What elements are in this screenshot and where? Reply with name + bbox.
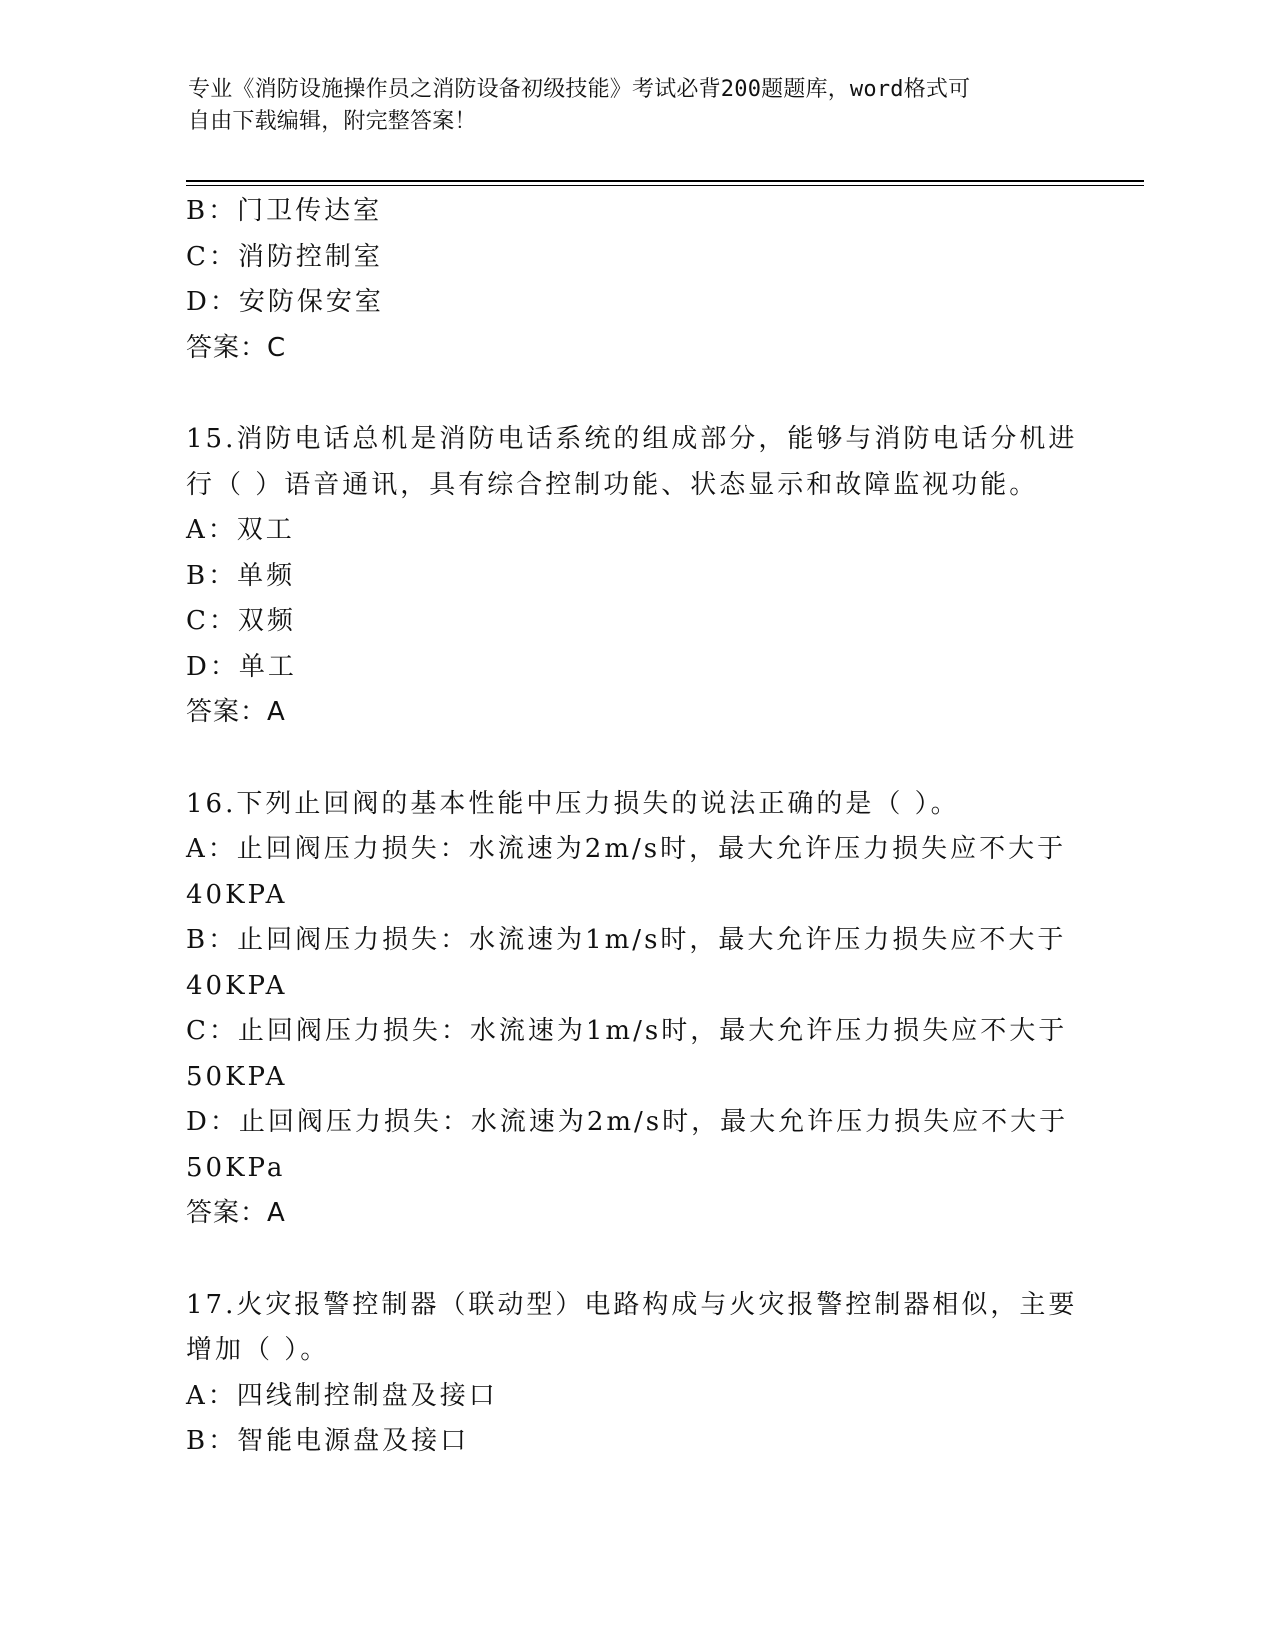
q14-option-d: D：安防保安室: [186, 287, 384, 317]
q17-option-a: A：四线制控制盘及接口: [186, 1380, 498, 1411]
header-divider-thick: [186, 180, 1144, 182]
q15-option-a: A：双工: [186, 515, 295, 545]
q16-option-b-line-2: 40KPA: [186, 970, 288, 1001]
q15-stem-line-2: 行（ ）语音通讯，具有综合控制功能、状态显示和故障监视功能。: [186, 469, 1039, 500]
q17-option-b: B：智能电源盘及接口: [186, 1426, 470, 1456]
header-divider-thin: [186, 185, 1144, 186]
q15-option-d: D：单工: [186, 651, 297, 682]
q14-answer: 答案：C: [186, 332, 287, 363]
question-content: [186, 189, 1086, 1465]
q14-option-b: B：门卫传达室: [186, 196, 383, 226]
q15-stem-line-1: 15.消防电话总机是消防电话系统的组成部分，能够与消防电话分机进: [186, 424, 1078, 454]
q16-stem: 16.下列止回阀的基本性能中压力损失的说法正确的是（ ）。: [186, 788, 960, 819]
q17-stem-line-1: 17.火灾报警控制器（联动型）电路构成与火灾报警控制器相似，主要: [186, 1289, 1078, 1320]
header-title-line-1: 专业《消防设施操作员之消防设备初级技能》考试必背200题题库，word格式可: [188, 77, 971, 102]
q16-option-a-line-2: 40KPA: [186, 879, 288, 910]
q14-option-c: C：消防控制室: [186, 241, 383, 272]
q16-option-b-line-1: B：止回阀压力损失：水流速为1m/s时，最大允许压力损失应不大于: [186, 925, 1067, 955]
q16-option-d-line-1: D：止回阀压力损失：水流速为2m/s时，最大允许压力损失应不大于: [186, 1107, 1069, 1137]
q15-answer: 答案：A: [186, 697, 286, 727]
q15-option-b: B：单频: [186, 560, 296, 591]
question-spacer: [186, 1237, 1086, 1283]
document-header: [188, 74, 1088, 138]
q16-option-c-line-2: 50KPA: [186, 1061, 288, 1092]
q16-option-a-line-1: A：止回阀压力损失：水流速为2m/s时，最大允许压力损失应不大于: [186, 834, 1067, 864]
header-title-line-2: 自由下载编辑，附完整答案！: [188, 109, 477, 134]
q16-option-c-line-1: C：止回阀压力损失：水流速为1m/s时，最大允许压力损失应不大于: [186, 1016, 1068, 1046]
question-16: [186, 782, 1086, 1237]
q16-answer: 答案：A: [186, 1198, 286, 1228]
question-spacer: [186, 371, 1086, 417]
question-15: [186, 417, 1086, 736]
question-14-remainder: [186, 189, 1086, 371]
question-spacer: [186, 736, 1086, 782]
question-17: [186, 1283, 1086, 1465]
q16-option-d-line-2: 50KPa: [186, 1152, 286, 1183]
q17-stem-line-2: 增加（ ）。: [186, 1335, 330, 1365]
q15-option-c: C：双频: [186, 606, 296, 636]
